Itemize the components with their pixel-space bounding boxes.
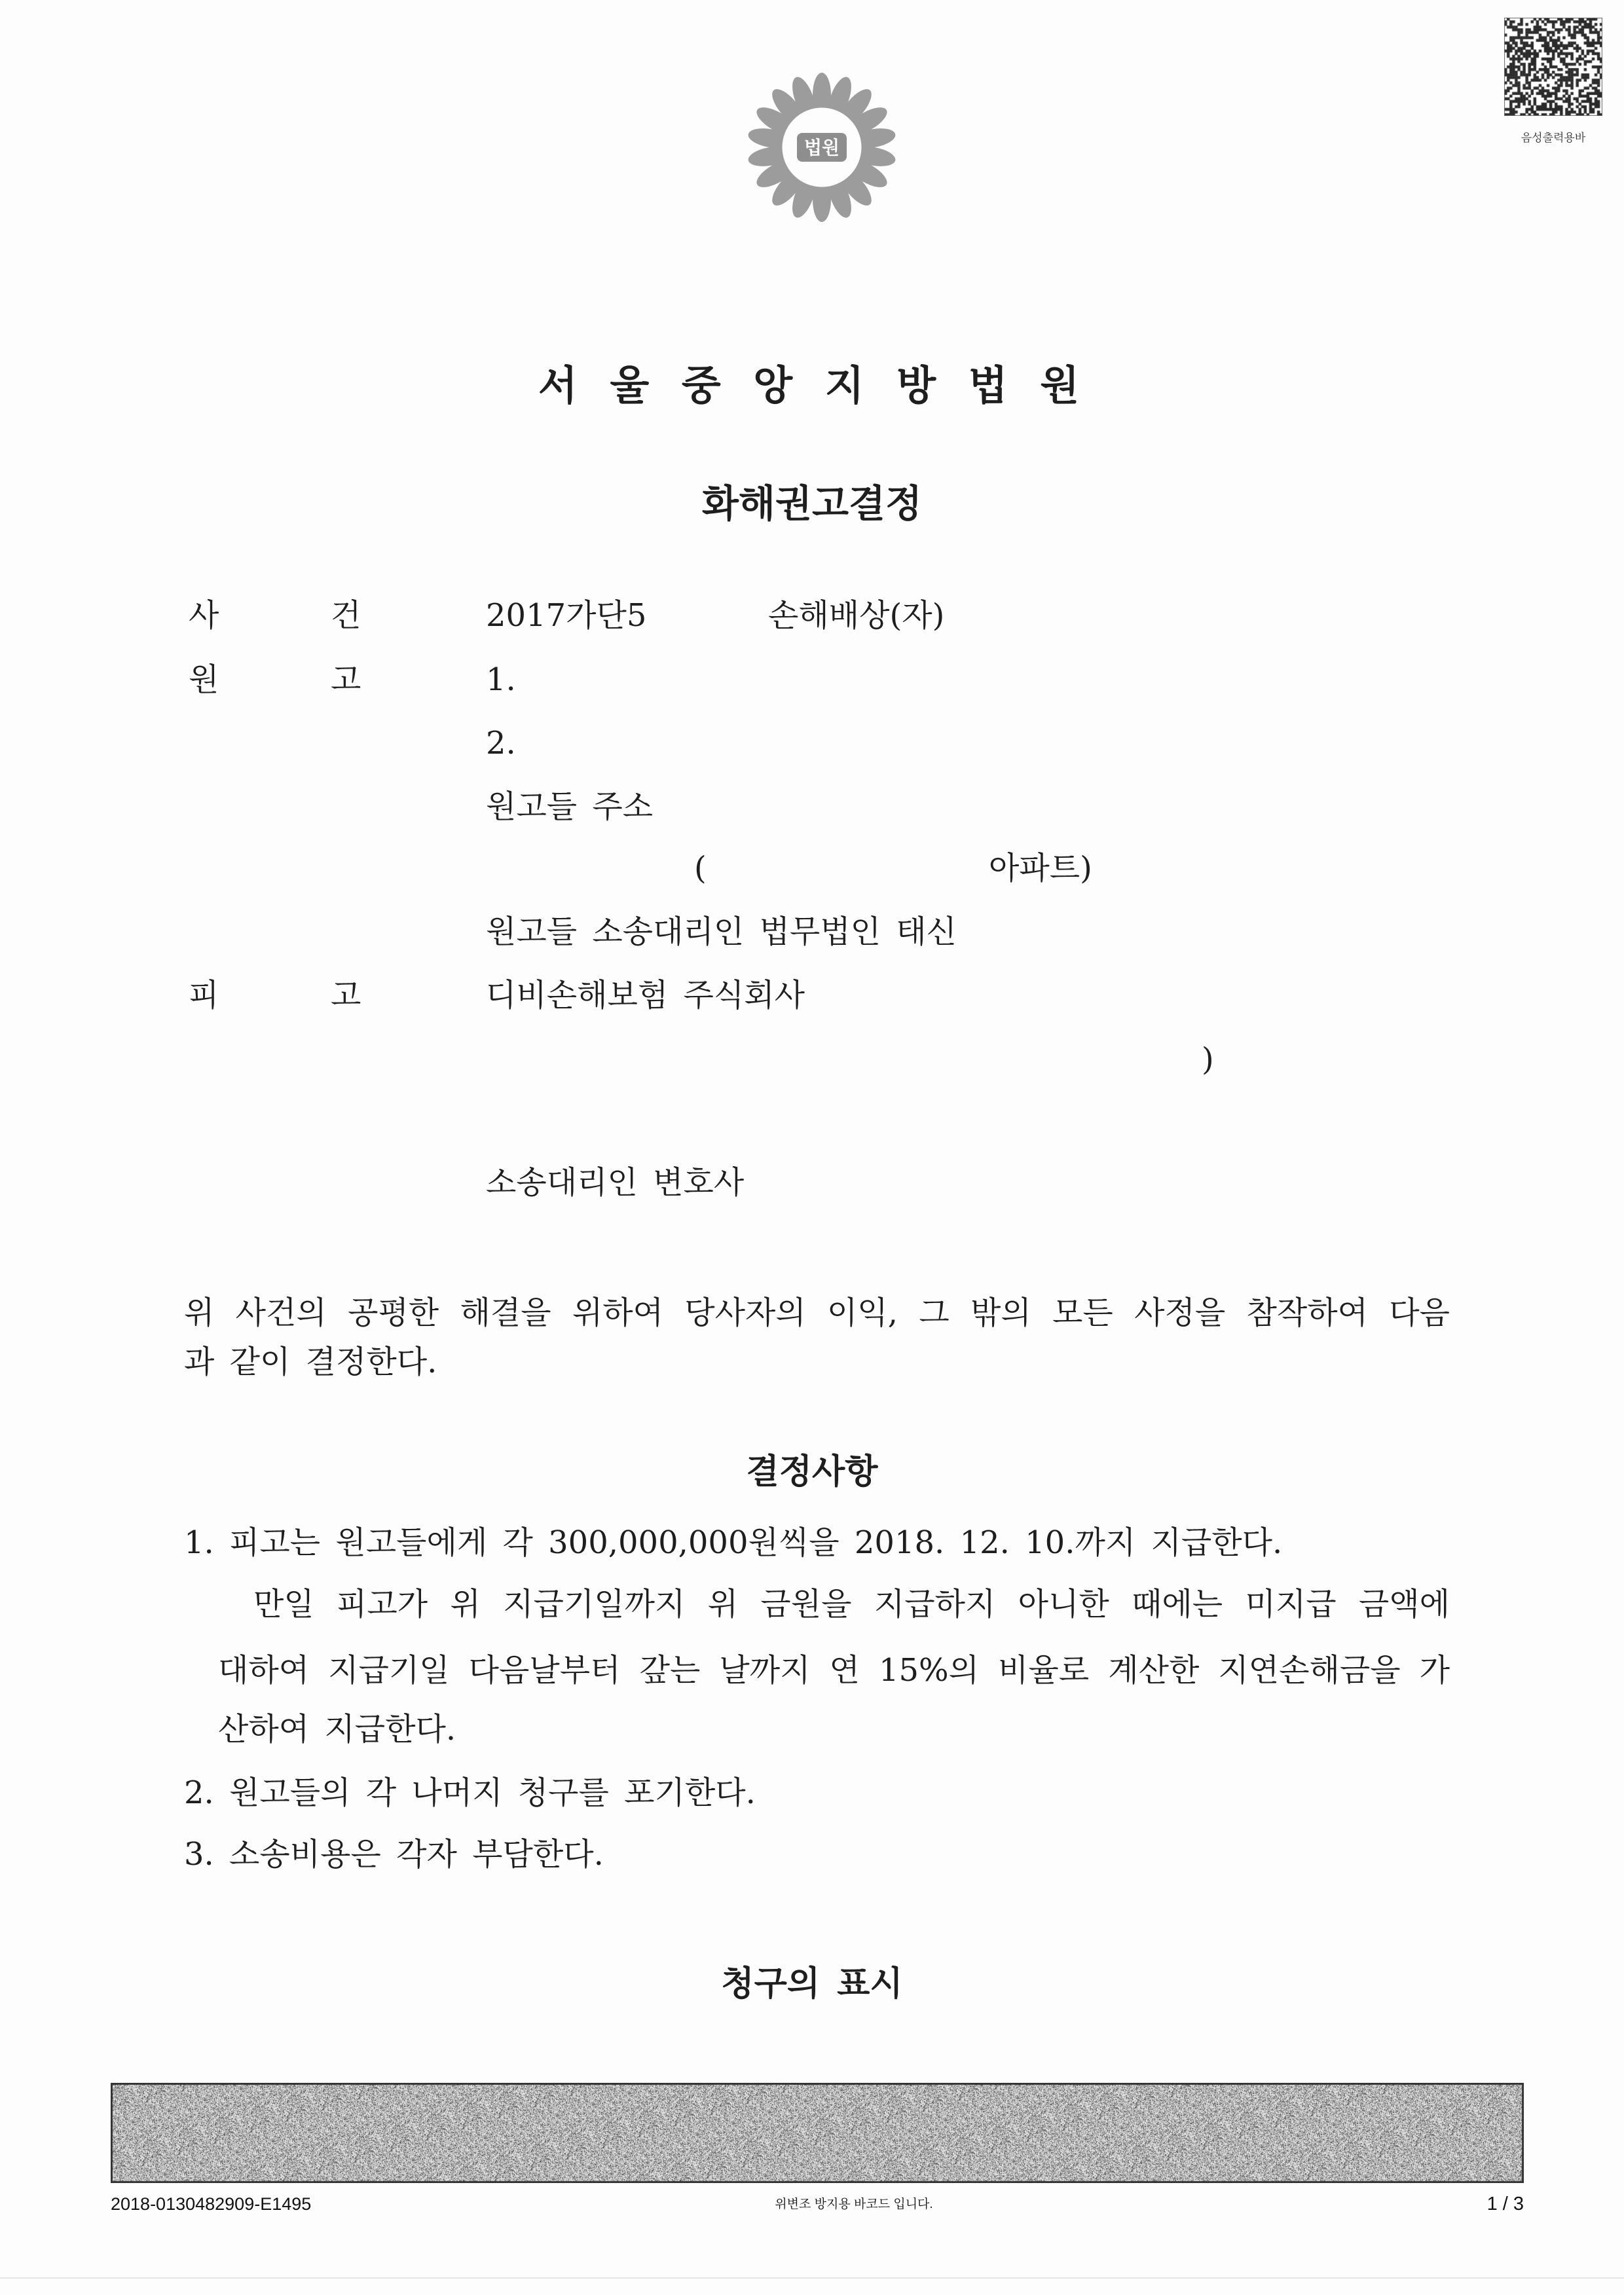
defendant-label-1: 피 <box>189 977 219 1014</box>
intro-line-1: 위 사건의 공평한 해결을 위하여 당사자의 이익, 그 밖의 모든 사정을 참작하여 다음 <box>184 1294 1450 1331</box>
decision-item-2: 2. 원고들의 각 나머지 청구를 포기한다. <box>184 1774 756 1811</box>
defendant-name: 디비손해보험 주식회사 <box>486 977 805 1014</box>
defendant-counsel: 소송대리인 변호사 <box>486 1164 745 1201</box>
barcode-note: 위변조 방지용 바코드 입니다. <box>775 2197 933 2211</box>
page-number: 1 / 3 <box>1486 2194 1524 2214</box>
voice-output-code <box>1504 18 1602 116</box>
plaintiff-address-open: ( <box>694 850 707 887</box>
decision-item-1: 1. 피고는 원고들에게 각 300,000,000원씩을 2018. 12. 10.까지 지급한다. <box>184 1524 1283 1561</box>
seal-text: 법원 <box>803 137 840 158</box>
decision-item-1-cont-3: 산하여 지급한다. <box>218 1711 456 1748</box>
anti-forgery-barcode <box>111 2083 1524 2183</box>
case-number: 2017가단5 <box>486 597 647 634</box>
scan-edge-line <box>0 2277 1624 2279</box>
defendant-name-redacted <box>486 977 944 1014</box>
document-id: 2018-0130482909-E1495 <box>111 2194 312 2214</box>
document-title: 화해권고결정 <box>701 481 923 526</box>
decision-heading: 결정사항 <box>746 1452 878 1492</box>
intro-line-2: 과 같이 결정한다. <box>184 1344 437 1380</box>
defendant-address-close: ) <box>1202 1041 1214 1078</box>
defendant-counsel-redacted <box>486 1164 944 1201</box>
case-label-1: 사 <box>189 597 219 634</box>
plaintiff-label-2: 고 <box>331 661 361 698</box>
case-label-2: 건 <box>331 597 361 634</box>
plaintiff-counsel: 원고들 소송대리인 법무법인 태신 <box>486 913 957 950</box>
decision-item-1-cont-2: 대하여 지급기일 다음날부터 갚는 날까지 연 15%의 비율로 계산한 지연손해금을 가 <box>218 1652 1450 1689</box>
decision-item-3: 3. 소송비용은 각자 부담한다. <box>184 1836 604 1873</box>
plaintiff-item-2: 2. <box>486 725 516 762</box>
plaintiff-address-close: 아파트) <box>989 850 1092 887</box>
decision-item-1-cont-1: 만일 피고가 위 지급기일까지 위 금원을 지급하지 아니한 때에는 미지급 금액에 <box>253 1586 1450 1623</box>
plaintiff-address-label: 원고들 주소 <box>486 788 654 825</box>
court-name: 서 울 중 앙 지 방 법 원 <box>538 361 1086 409</box>
case-claim-name: 손해배상(자) <box>768 597 945 634</box>
defendant-label-2: 고 <box>331 977 361 1014</box>
court-seal-emblem <box>743 69 900 226</box>
plaintiff-label-1: 원 <box>189 661 219 698</box>
plaintiff-item-1: 1. <box>486 661 516 698</box>
claim-heading: 청구의 표시 <box>721 1964 903 2004</box>
voice-output-code-caption: 음성출력용바 <box>1521 132 1586 145</box>
